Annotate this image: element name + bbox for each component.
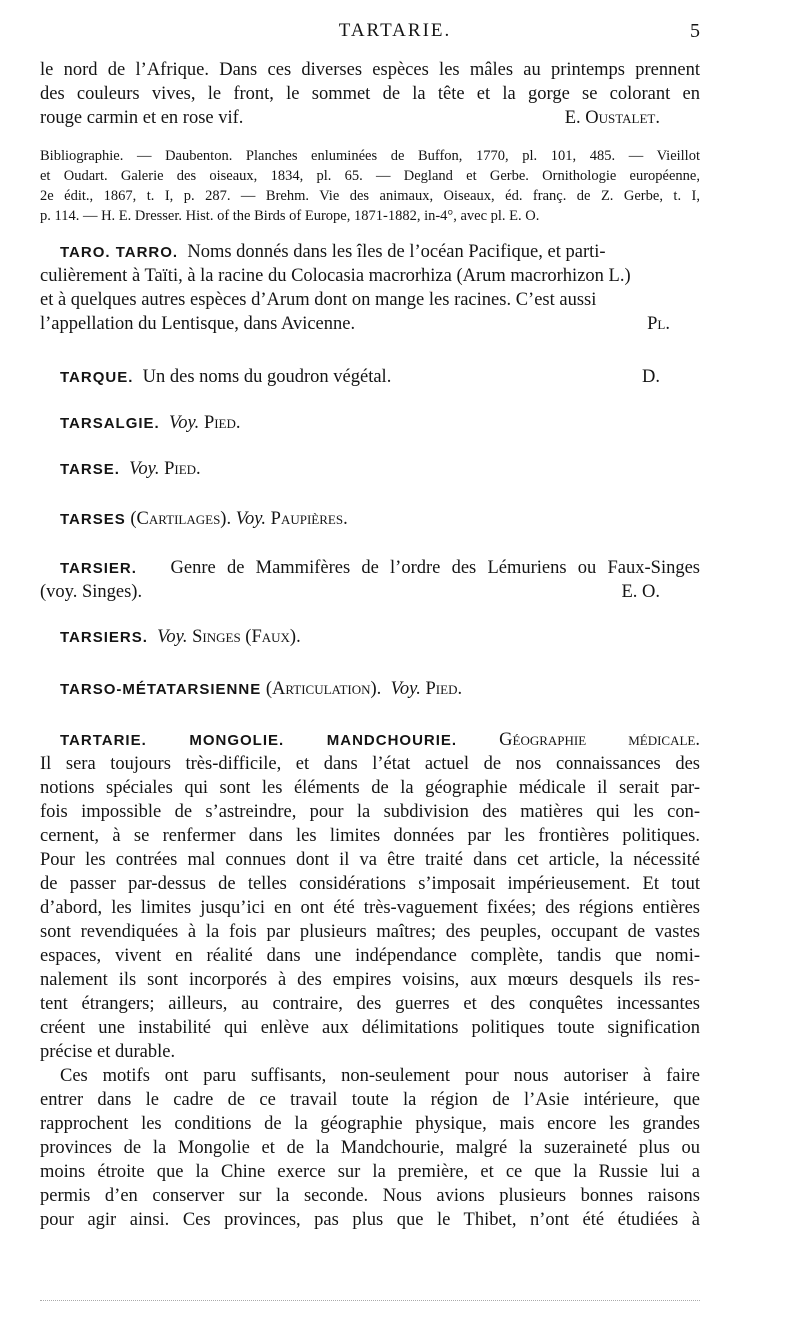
voy-label: Voy.	[129, 459, 160, 479]
text-line	[40, 240, 700, 264]
entry-qualifier: (Articulation).	[265, 679, 382, 699]
text-line: rapprochent les conditions de la géographie physique, mais encore les grandes	[40, 1114, 700, 1134]
entry-tarque	[60, 364, 660, 390]
text-line: créent une instabilité qui enlève aux délimitations politiques toute signification	[40, 1018, 700, 1038]
entry-tarsiers	[60, 624, 660, 650]
text-line: espaces, vivent en réalité dans une indépendance complète, tandis que nomi-	[40, 946, 700, 966]
entry-headword: TARTARIE. MONGOLIE. MANDCHOURIE.	[60, 732, 458, 749]
author-signature: Pl.	[647, 314, 670, 334]
entry-tarse	[60, 456, 660, 482]
text-line: notions spéciales qui sont les éléments de la géographie médicale il serait par-	[40, 778, 700, 798]
text-line: provinces de la Mongolie et de la Mandchourie, malgré la suzeraineté plus ou	[40, 1138, 700, 1158]
text-line	[40, 312, 700, 336]
text-fragment: Noms donnés dans les îles de l’océan Pacifique, et parti-	[187, 242, 606, 262]
entry-headword: TARSIERS.	[60, 629, 148, 646]
entry-headword: TARSO-MÉTATARSIENNE	[60, 681, 262, 698]
text-line: d’abord, les limites jusqu’ici en ont été très-vaguement fixées; des régions entières	[40, 898, 700, 918]
bibliography	[40, 146, 700, 226]
text-line: le nord de l’Afrique. Dans ces diverses espèces les mâles au printemps prennent	[40, 60, 700, 80]
author-signature: E. O.	[621, 582, 660, 602]
author-signature: E. Oustalet.	[564, 108, 660, 128]
entry-headword: TARSIER.	[60, 560, 137, 577]
text-line	[40, 106, 700, 130]
voy-label: Voy.	[390, 679, 421, 699]
entry-headword: TARSALGIE.	[60, 415, 160, 432]
running-head-title: TARTARIE.	[338, 20, 452, 41]
biblio-line: et Oudart. Galerie des oiseaux, 1834, pl. 65. — Degland et Gerbe. Ornithologie européenne,	[40, 168, 700, 184]
subject-label: Géographie médicale.	[499, 730, 700, 750]
entry-taro	[40, 240, 700, 336]
entry-text: Un des noms du goudron végétal.	[142, 367, 392, 387]
text-line: des couleurs vives, le front, le sommet de la tête et la gorge se colorant en	[40, 84, 700, 104]
cross-reference: Paupières.	[270, 509, 348, 529]
text-line: cernent, à se renfermer dans les limites données par les frontières politiques.	[40, 826, 700, 846]
text-line	[40, 728, 700, 752]
biblio-line: Bibliographie. — Daubenton. Planches enluminées de Buffon, 1770, pl. 101, 485. — Vieillot	[40, 148, 700, 164]
cross-reference: Pied.	[425, 679, 463, 699]
text-line: précise et durable.	[40, 1042, 176, 1062]
text-line: entrer dans le cadre de ce travail toute la région de l’Asie intérieure, que	[40, 1090, 700, 1110]
text-line: moins étroite que la Chine exerce sur la première, et ce que la Russie lui a	[40, 1162, 700, 1182]
text-line: culièrement à Taïti, à la racine du Colocasia macrorhiza (Arum macrorhizon L.)	[40, 266, 631, 286]
text-fragment: rouge carmin et en rose vif.	[40, 108, 244, 128]
cross-reference: Pied.	[164, 459, 201, 479]
text-line: et à quelques autres espèces d’Arum dont on mange les racines. C’est aussi	[40, 290, 597, 310]
entry-tarsier	[40, 556, 700, 604]
text-line: fois impossible de s’astreindre, pour la subdivision des matières qui les con-	[40, 802, 700, 822]
running-head	[40, 20, 700, 50]
entry-headword: TARO. TARRO.	[60, 244, 179, 261]
text-fragment: Genre de Mammifères de l’ordre des Lémuriens ou Faux-Singes	[170, 558, 700, 578]
text-line: de passer par-dessus de telles considérations s’imposait impérieusement. Et tout	[40, 874, 700, 894]
text-fragment: l’appellation du Lentisque, dans Avicenne.	[40, 314, 356, 334]
page-number: 5	[690, 20, 700, 42]
biblio-line: 2e édit., 1867, t. I, p. 287. — Brehm. Vie des animaux, Oiseaux, éd. franç. de Z. Gerbe, t. I,	[40, 188, 700, 204]
text-line: permis d’en conserver sur la seconde. Nous avions plusieurs bonnes raisons	[40, 1186, 700, 1206]
text-line: Pour les contrées mal connues dont il va être traité dans cet article, la nécessité	[40, 850, 700, 870]
author-signature: D.	[642, 367, 660, 387]
text-line: tent étrangers; ailleurs, au contraire, des guerres et des conquêtes incessantes	[40, 994, 700, 1014]
text-line: sont revendiquées à la fois par plusieurs maîtres; des peuples, occupant de vastes	[40, 922, 700, 942]
text-fragment: (voy. Singes).	[40, 582, 143, 602]
entry-tartarie	[40, 728, 700, 1232]
entry-qualifier: (Cartilages).	[130, 509, 232, 529]
entry-headword: TARQUE.	[60, 369, 134, 386]
voy-label: Voy.	[157, 627, 188, 647]
text-line	[40, 556, 700, 580]
entry-headword: TARSE.	[60, 461, 120, 478]
entry-continuation	[40, 58, 700, 130]
text-line: Ces motifs ont paru suffisants, non-seulement pour nous autoriser à faire	[60, 1066, 700, 1086]
bottom-bleed-through	[40, 1300, 700, 1302]
text-line	[40, 580, 700, 604]
voy-label: Voy.	[235, 509, 267, 529]
entry-tarses	[60, 506, 660, 532]
cross-reference: Pied.	[203, 413, 241, 433]
entry-headword: TARSES	[60, 511, 126, 528]
text-line: Il sera toujours très-difficile, et dans l’état actuel de nos connaissances des	[40, 754, 700, 774]
cross-reference: Singes (Faux).	[192, 627, 301, 647]
voy-label: Voy.	[168, 413, 200, 433]
text-line: nalement ils sont incorporés à des empires voisins, aux mœurs desquels ils res-	[40, 970, 700, 990]
biblio-line: p. 114. — H. E. Dresser. Hist. of the Birds of Europe, 1871-1882, in-4°, avec pl. E. O.	[40, 208, 540, 224]
entry-tarso-metatarsienne	[60, 676, 660, 702]
text-line: pour agir ainsi. Ces provinces, pas plus que le Thibet, n’ont été étudiées à	[40, 1210, 700, 1230]
entry-tarsalgie	[60, 410, 660, 436]
